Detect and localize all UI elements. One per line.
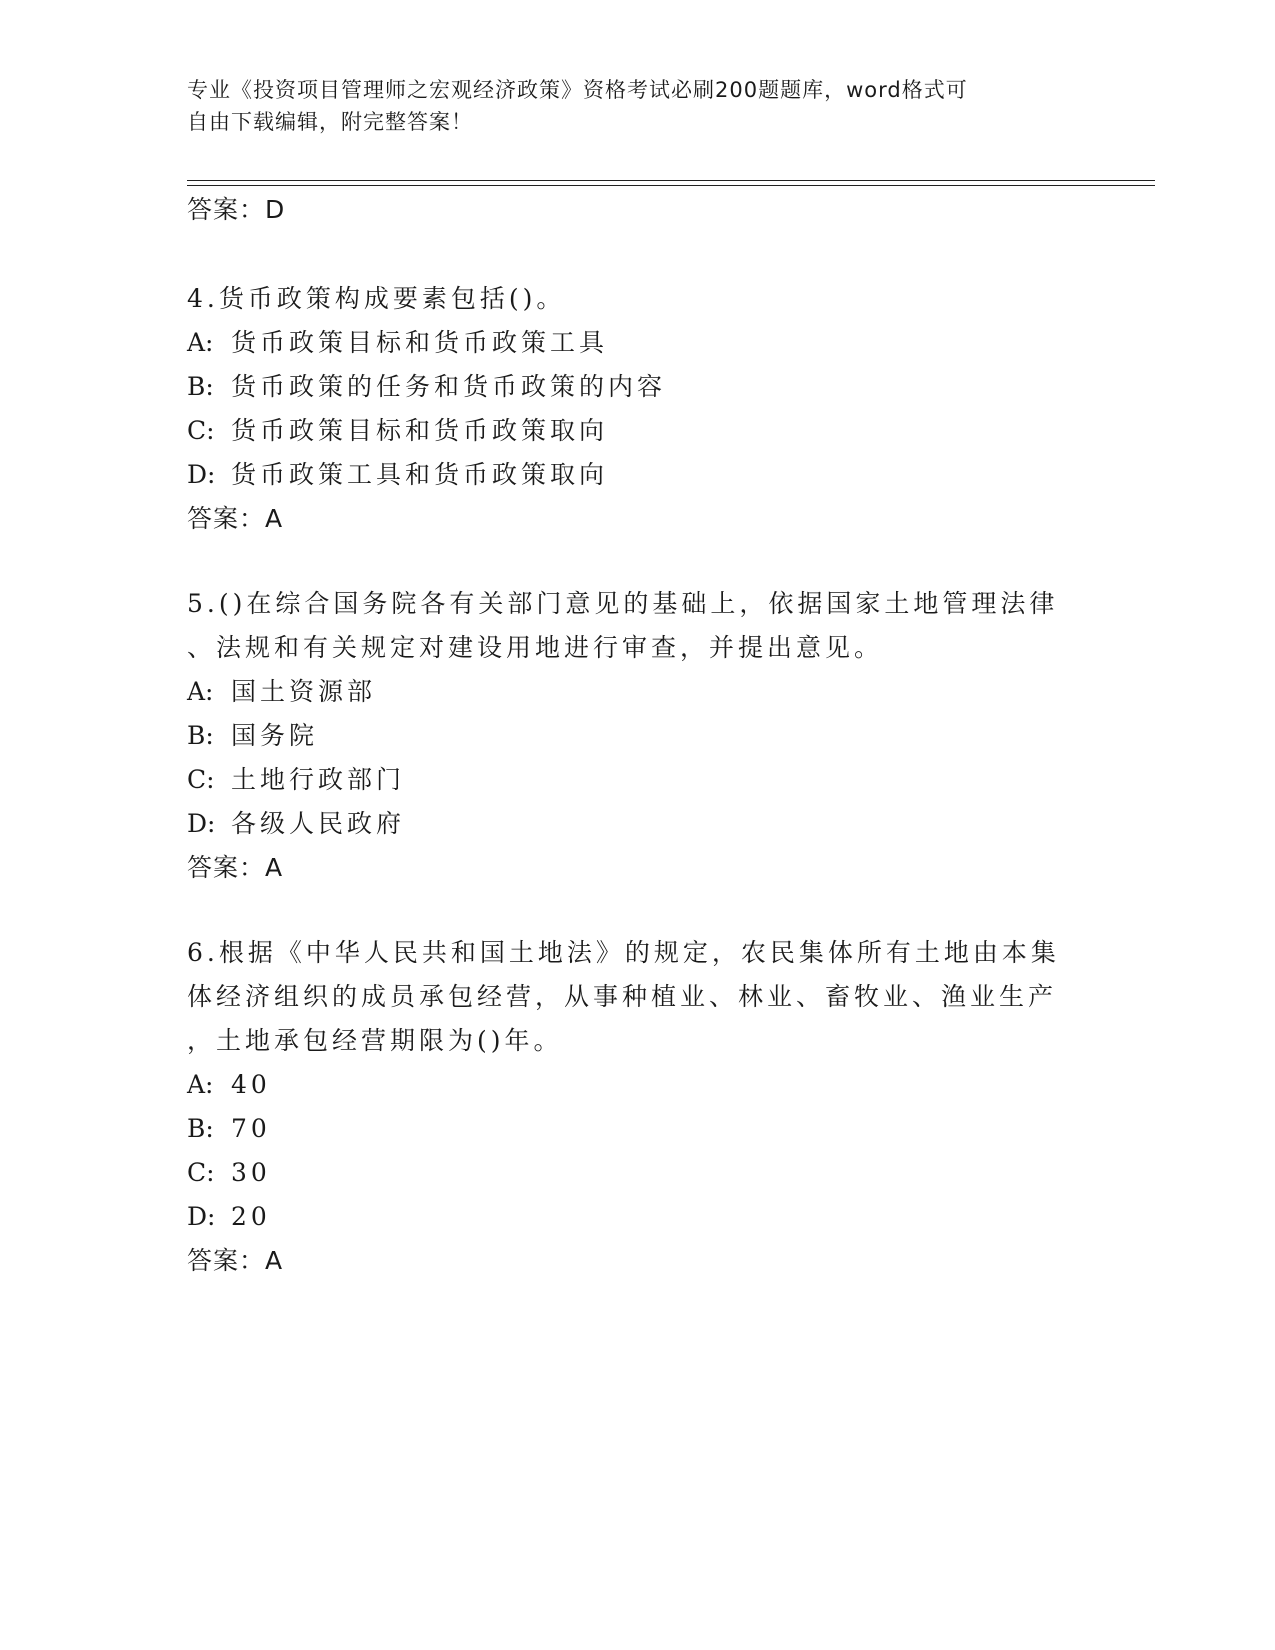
option-text: 货币政策的任务和货币政策的内容 — [231, 372, 667, 401]
question-4-answer: 答案：A — [187, 504, 284, 533]
question-5-option-c — [187, 764, 1067, 796]
question-6-option-b — [187, 1113, 1067, 1145]
option-letter: A: — [187, 677, 214, 706]
header-divider-bottom — [187, 185, 1155, 186]
question-5-answer: 答案：A — [187, 853, 284, 882]
option-text: 30 — [231, 1158, 271, 1187]
option-letter: B: — [187, 721, 214, 750]
question-6-option-c — [187, 1157, 1067, 1189]
question-4-option-b — [187, 371, 1067, 403]
option-text: 土地行政部门 — [231, 765, 406, 794]
option-letter: C: — [187, 1158, 215, 1187]
option-letter: C: — [187, 765, 215, 794]
question-5-stem-line-1: 5.()在综合国务院各有关部门意见的基础上，依据国家土地管理法律 — [187, 589, 1059, 618]
question-6-answer: 答案：A — [187, 1246, 284, 1275]
question-4-option-c — [187, 415, 1067, 447]
option-text: 国务院 — [231, 721, 319, 750]
question-4-stem-line-1: 4.货币政策构成要素包括()。 — [187, 284, 566, 313]
header-divider-top — [187, 180, 1155, 181]
question-6-stem-line-3: ，土地承包经营期限为()年。 — [187, 1026, 563, 1055]
option-text: 货币政策目标和货币政策取向 — [231, 416, 609, 445]
question-4-option-a — [187, 327, 1067, 359]
option-letter: D: — [187, 460, 216, 489]
question-6-option-a — [187, 1069, 1067, 1101]
question-6-stem-line-2: 体经济组织的成员承包经营，从事种植业、林业、畜牧业、渔业生产 — [187, 982, 1058, 1011]
option-text: 40 — [231, 1070, 271, 1099]
option-letter: C: — [187, 416, 215, 445]
option-text: 各级人民政府 — [231, 809, 406, 838]
question-5-option-a — [187, 676, 1067, 708]
option-letter: A: — [187, 1070, 214, 1099]
option-letter: D: — [187, 809, 216, 838]
header-line-2: 自由下载编辑，附完整答案！ — [187, 110, 473, 134]
option-text: 国土资源部 — [231, 677, 377, 706]
question-5-option-d — [187, 808, 1067, 840]
question-5-option-b — [187, 720, 1067, 752]
document-header — [187, 74, 1067, 138]
option-letter: A: — [187, 328, 214, 357]
header-line-1: 专业《投资项目管理师之宏观经济政策》资格考试必刷200题题库，word格式可 — [187, 78, 968, 102]
option-text: 20 — [231, 1202, 271, 1231]
question-4-option-d — [187, 459, 1067, 491]
question-5-stem-line-2: 、法规和有关规定对建设用地进行审查，并提出意见。 — [187, 633, 884, 662]
previous-answer: 答案：D — [187, 195, 286, 224]
question-6-stem-line-1: 6.根据《中华人民共和国土地法》的规定，农民集体所有土地由本集 — [187, 938, 1060, 967]
option-text: 货币政策工具和货币政策取向 — [231, 460, 609, 489]
option-text: 货币政策目标和货币政策工具 — [231, 328, 609, 357]
question-6-option-d — [187, 1201, 1067, 1233]
option-letter: B: — [187, 372, 214, 401]
option-letter: D: — [187, 1202, 216, 1231]
option-letter: B: — [187, 1114, 214, 1143]
option-text: 70 — [231, 1114, 271, 1143]
